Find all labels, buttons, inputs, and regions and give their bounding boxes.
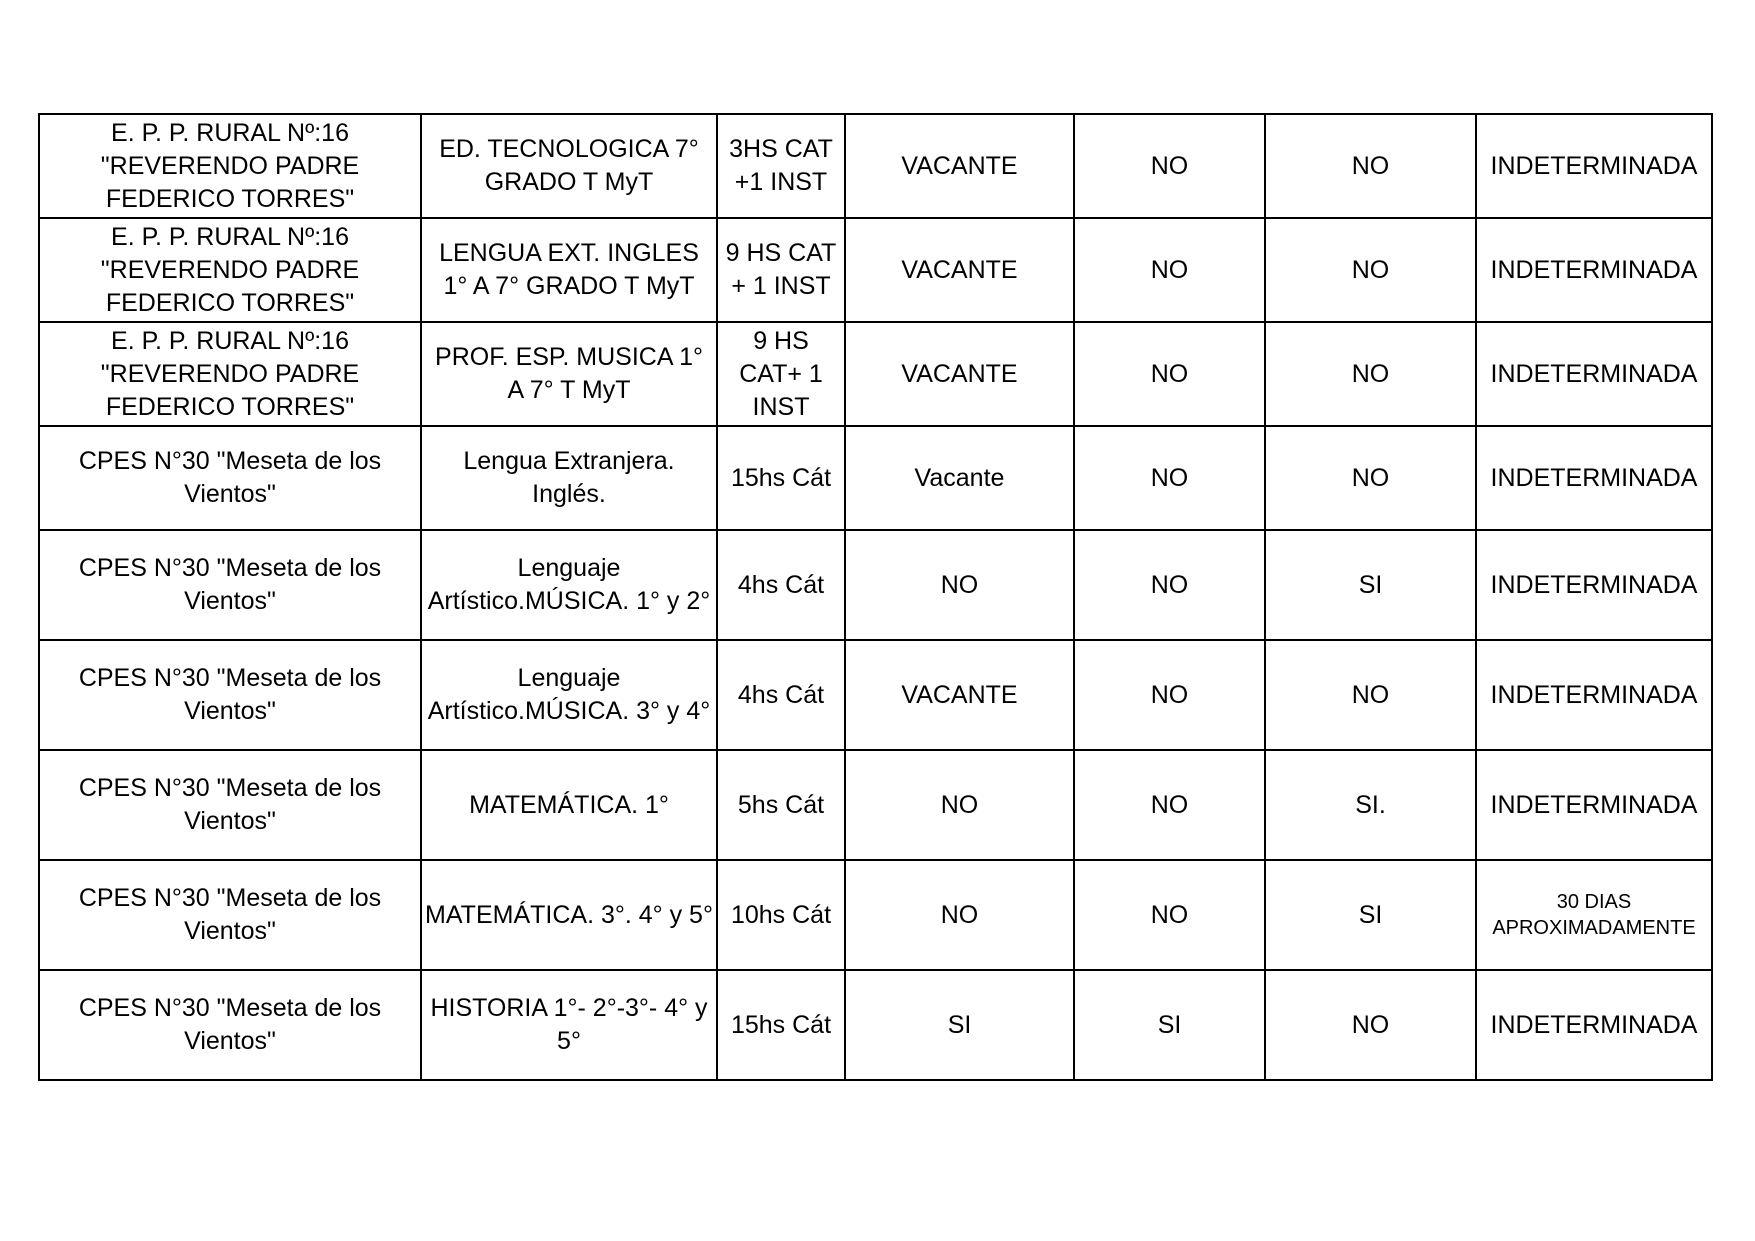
col6-value: NO bbox=[1351, 359, 1390, 388]
duration-cell bbox=[1476, 114, 1712, 218]
table-row bbox=[39, 426, 1712, 530]
hours-value: 9 HS CAT+ 1 INST bbox=[739, 326, 823, 421]
col6-value: NO bbox=[1351, 463, 1390, 492]
vacancies-table bbox=[38, 113, 1713, 1081]
duration-value: INDETERMINADA bbox=[1490, 151, 1698, 180]
col5-value: NO bbox=[1150, 680, 1189, 709]
duration-value: INDETERMINADA bbox=[1490, 463, 1698, 492]
status-value: VACANTE bbox=[901, 359, 1018, 388]
col6-cell bbox=[1265, 218, 1476, 322]
school-name: E. P. P. RURAL Nº:16 "REVERENDO PADRE FEDERICO TORRES" bbox=[100, 326, 360, 421]
col5-cell bbox=[1074, 426, 1265, 530]
subject-name: HISTORIA 1°- 2°-3°- 4° y 5° bbox=[430, 994, 708, 1055]
status-cell bbox=[845, 322, 1074, 426]
subject-name: MATEMÁTICA. 1° bbox=[469, 790, 669, 819]
duration-value: 30 DIAS APROXIMADAMENTE bbox=[1492, 891, 1696, 939]
status-cell bbox=[845, 970, 1074, 1080]
hours-cell bbox=[717, 322, 845, 426]
hours-cell bbox=[717, 970, 845, 1080]
duration-cell bbox=[1476, 426, 1712, 530]
subject-name: PROF. ESP. MUSICA 1° A 7° T MyT bbox=[435, 343, 703, 404]
status-cell bbox=[845, 426, 1074, 530]
status-value: VACANTE bbox=[901, 680, 1018, 709]
status-cell bbox=[845, 218, 1074, 322]
duration-value: INDETERMINADA bbox=[1490, 255, 1698, 284]
col5-value: NO bbox=[1150, 570, 1189, 599]
table-row bbox=[39, 750, 1712, 860]
col5-value: NO bbox=[1150, 463, 1189, 492]
duration-cell bbox=[1476, 322, 1712, 426]
school-cell bbox=[39, 322, 421, 426]
col5-value: SI bbox=[1157, 1010, 1182, 1039]
table-row bbox=[39, 640, 1712, 750]
status-value: VACANTE bbox=[901, 255, 1018, 284]
hours-cell bbox=[717, 218, 845, 322]
hours-cell bbox=[717, 114, 845, 218]
school-cell bbox=[39, 640, 421, 750]
subject-name: Lenguaje Artístico.MÚSICA. 3° y 4° bbox=[427, 664, 711, 725]
hours-value: 15hs Cát bbox=[730, 1010, 832, 1039]
hours-cell bbox=[717, 750, 845, 860]
school-name: CPES N°30 "Meseta de los Vientos" bbox=[78, 554, 382, 615]
status-value: NO bbox=[940, 790, 979, 819]
hours-value: 9 HS CAT + 1 INST bbox=[725, 239, 837, 300]
school-cell bbox=[39, 750, 421, 860]
duration-cell bbox=[1476, 640, 1712, 750]
col5-value: NO bbox=[1150, 900, 1189, 929]
subject-cell bbox=[421, 750, 717, 860]
school-name: E. P. P. RURAL Nº:16 "REVERENDO PADRE FEDERICO TORRES" bbox=[100, 118, 360, 213]
school-name: CPES N°30 "Meseta de los Vientos" bbox=[78, 774, 382, 835]
col6-cell bbox=[1265, 530, 1476, 640]
col6-value: NO bbox=[1351, 151, 1390, 180]
subject-cell bbox=[421, 426, 717, 530]
school-name: CPES N°30 "Meseta de los Vientos" bbox=[78, 994, 382, 1055]
col6-cell bbox=[1265, 860, 1476, 970]
col6-cell bbox=[1265, 970, 1476, 1080]
status-value: NO bbox=[940, 900, 979, 929]
status-cell bbox=[845, 750, 1074, 860]
col6-cell bbox=[1265, 750, 1476, 860]
col6-value: SI. bbox=[1355, 790, 1386, 819]
table-row bbox=[39, 860, 1712, 970]
col5-cell bbox=[1074, 114, 1265, 218]
subject-cell bbox=[421, 322, 717, 426]
school-cell bbox=[39, 426, 421, 530]
col5-cell bbox=[1074, 860, 1265, 970]
hours-cell bbox=[717, 530, 845, 640]
school-cell bbox=[39, 860, 421, 970]
school-cell bbox=[39, 218, 421, 322]
duration-value: INDETERMINADA bbox=[1490, 680, 1698, 709]
subject-cell bbox=[421, 218, 717, 322]
hours-value: 10hs Cát bbox=[730, 900, 832, 929]
subject-name: Lenguaje Artístico.MÚSICA. 1° y 2° bbox=[427, 554, 711, 615]
col6-cell bbox=[1265, 640, 1476, 750]
col5-value: NO bbox=[1150, 790, 1189, 819]
subject-name: Lengua Extranjera. Inglés. bbox=[463, 447, 675, 508]
hours-value: 5hs Cát bbox=[737, 790, 825, 819]
duration-cell bbox=[1476, 860, 1712, 970]
col6-value: NO bbox=[1351, 680, 1390, 709]
duration-cell bbox=[1476, 750, 1712, 860]
table-row bbox=[39, 114, 1712, 218]
hours-value: 4hs Cát bbox=[737, 570, 825, 599]
status-cell bbox=[845, 530, 1074, 640]
school-cell bbox=[39, 114, 421, 218]
hours-value: 4hs Cát bbox=[737, 680, 825, 709]
col6-value: NO bbox=[1351, 1010, 1390, 1039]
duration-value: INDETERMINADA bbox=[1490, 359, 1698, 388]
status-value: Vacante bbox=[914, 463, 1005, 492]
school-cell bbox=[39, 970, 421, 1080]
subject-cell bbox=[421, 970, 717, 1080]
duration-cell bbox=[1476, 530, 1712, 640]
table-row bbox=[39, 322, 1712, 426]
table-row bbox=[39, 218, 1712, 322]
col6-value: SI bbox=[1358, 900, 1383, 929]
table-row bbox=[39, 970, 1712, 1080]
school-name: CPES N°30 "Meseta de los Vientos" bbox=[78, 447, 382, 508]
school-cell bbox=[39, 530, 421, 640]
col5-value: NO bbox=[1150, 255, 1189, 284]
col5-cell bbox=[1074, 218, 1265, 322]
duration-value: INDETERMINADA bbox=[1490, 1010, 1698, 1039]
hours-cell bbox=[717, 426, 845, 530]
hours-cell bbox=[717, 640, 845, 750]
col5-cell bbox=[1074, 970, 1265, 1080]
subject-cell bbox=[421, 530, 717, 640]
col6-cell bbox=[1265, 322, 1476, 426]
school-name: CPES N°30 "Meseta de los Vientos" bbox=[78, 884, 382, 945]
status-cell bbox=[845, 114, 1074, 218]
duration-value: INDETERMINADA bbox=[1490, 790, 1698, 819]
subject-name: ED. TECNOLOGICA 7° GRADO T MyT bbox=[439, 135, 699, 196]
duration-value: INDETERMINADA bbox=[1490, 570, 1698, 599]
status-value: NO bbox=[940, 570, 979, 599]
col6-cell bbox=[1265, 426, 1476, 530]
duration-cell bbox=[1476, 218, 1712, 322]
col5-cell bbox=[1074, 322, 1265, 426]
hours-value: 3HS CAT +1 INST bbox=[729, 135, 833, 196]
col5-value: NO bbox=[1150, 151, 1189, 180]
subject-cell bbox=[421, 114, 717, 218]
col5-cell bbox=[1074, 750, 1265, 860]
col5-cell bbox=[1074, 530, 1265, 640]
subject-cell bbox=[421, 860, 717, 970]
col6-value: SI bbox=[1358, 570, 1383, 599]
subject-cell bbox=[421, 640, 717, 750]
status-cell bbox=[845, 640, 1074, 750]
school-name: CPES N°30 "Meseta de los Vientos" bbox=[78, 664, 382, 725]
subject-name: LENGUA EXT. INGLES 1° A 7° GRADO T MyT bbox=[439, 239, 699, 300]
col6-cell bbox=[1265, 114, 1476, 218]
table-row bbox=[39, 530, 1712, 640]
status-value: SI bbox=[947, 1010, 972, 1039]
col6-value: NO bbox=[1351, 255, 1390, 284]
duration-cell bbox=[1476, 970, 1712, 1080]
hours-cell bbox=[717, 860, 845, 970]
col5-cell bbox=[1074, 640, 1265, 750]
col5-value: NO bbox=[1150, 359, 1189, 388]
subject-name: MATEMÁTICA. 3°. 4° y 5° bbox=[425, 900, 713, 929]
school-name: E. P. P. RURAL Nº:16 "REVERENDO PADRE FEDERICO TORRES" bbox=[100, 222, 360, 317]
status-value: VACANTE bbox=[901, 151, 1018, 180]
hours-value: 15hs Cát bbox=[730, 463, 832, 492]
status-cell bbox=[845, 860, 1074, 970]
